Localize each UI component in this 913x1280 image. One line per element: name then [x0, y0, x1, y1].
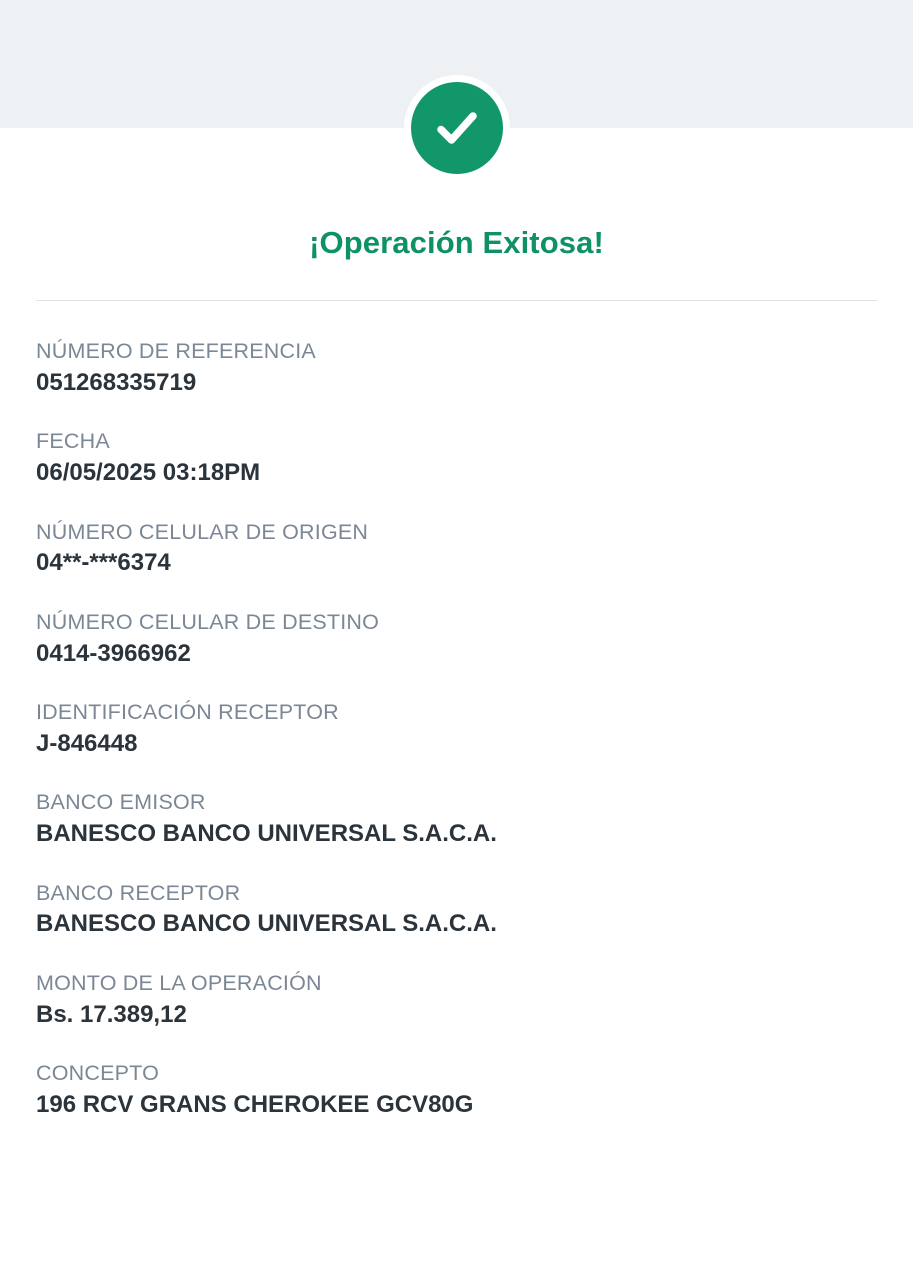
detail-row-concept [36, 1060, 877, 1121]
detail-row-destination-phone [36, 609, 877, 670]
detail-row-reference [36, 338, 877, 399]
detail-label: NÚMERO CELULAR DE ORIGEN [36, 519, 369, 544]
divider [36, 300, 877, 301]
detail-value: BANESCO BANCO UNIVERSAL S.A.C.A. [36, 820, 497, 848]
check-circle-icon [411, 82, 503, 174]
detail-label: CONCEPTO [36, 1061, 160, 1086]
detail-label: MONTO DE LA OPERACIÓN [36, 970, 322, 995]
detail-label: FECHA [36, 429, 110, 454]
detail-value: Bs. 17.389,12 [36, 1000, 187, 1028]
detail-label: IDENTIFICACIÓN RECEPTOR [36, 700, 339, 725]
receipt-details [36, 338, 877, 1121]
detail-value: 051268335719 [36, 368, 197, 396]
detail-value: 196 RCV GRANS CHEROKEE GCV80G [36, 1091, 474, 1118]
detail-row-origin-phone [36, 519, 877, 580]
detail-value: BANESCO BANCO UNIVERSAL S.A.C.A. [36, 910, 497, 938]
page-title: ¡Operación Exitosa! [309, 225, 604, 260]
success-check-badge [404, 75, 510, 181]
detail-row-amount [36, 970, 877, 1031]
detail-value: J-846448 [36, 729, 138, 757]
detail-row-date [36, 428, 877, 489]
detail-row-receiving-bank [36, 880, 877, 941]
detail-label: NÚMERO DE REFERENCIA [36, 339, 316, 363]
detail-value: 0414-3966962 [36, 639, 191, 667]
detail-label: NÚMERO CELULAR DE DESTINO [36, 609, 380, 634]
detail-label: BANCO RECEPTOR [36, 880, 241, 905]
detail-value: 04**-***6374 [36, 549, 171, 577]
detail-label: BANCO EMISOR [36, 790, 206, 815]
detail-row-receiver-id [36, 699, 877, 760]
detail-value: 06/05/2025 03:18PM [36, 459, 261, 487]
detail-row-issuing-bank [36, 789, 877, 850]
